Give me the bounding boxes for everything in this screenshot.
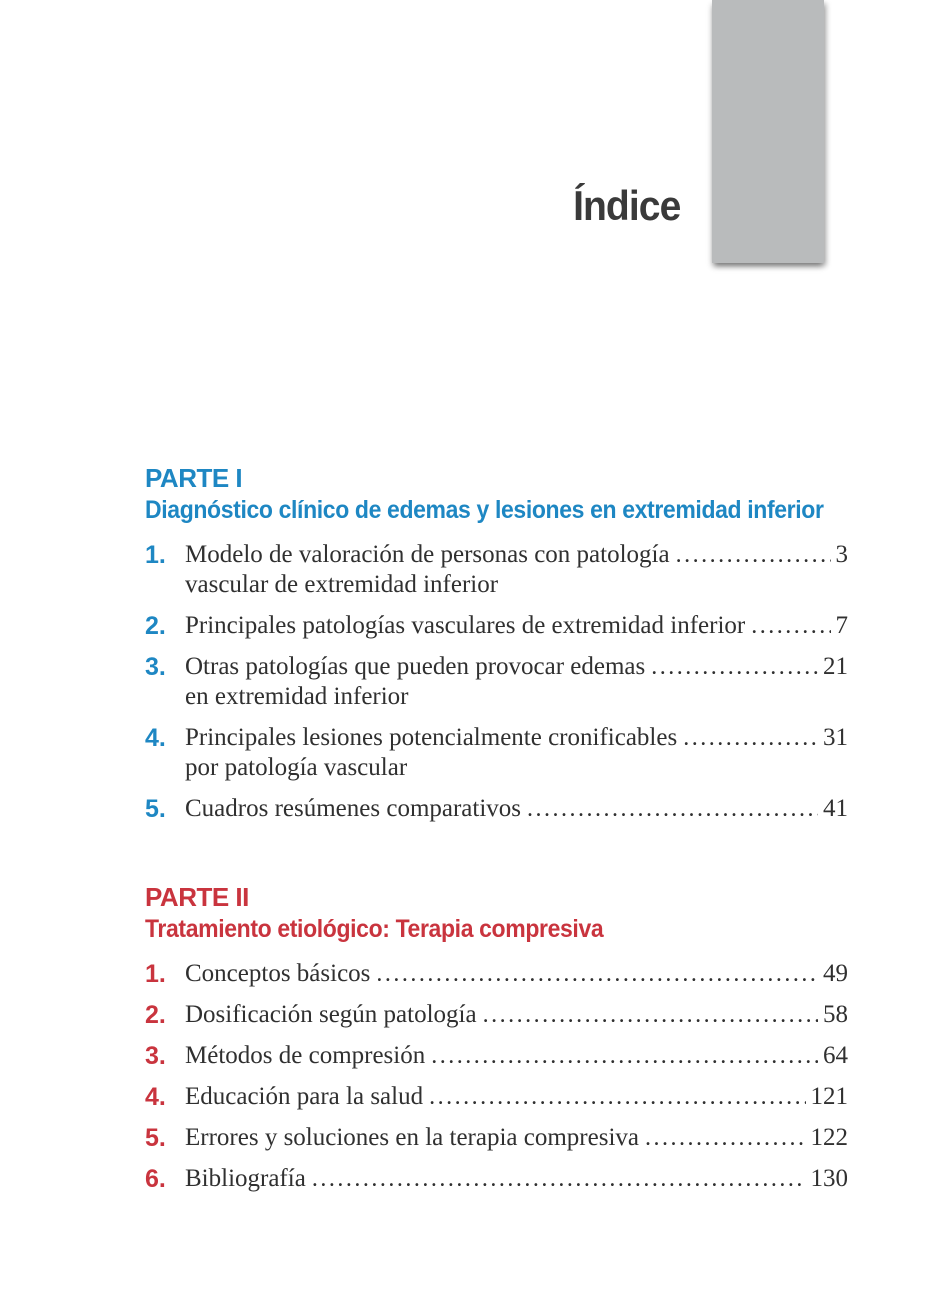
entry-page-number: 21 (823, 653, 848, 680)
dot-leader (683, 723, 818, 753)
entry-page-number: 122 (810, 1124, 848, 1151)
entry-page-number: 130 (810, 1165, 848, 1192)
dot-leader (483, 1000, 818, 1030)
toc-entry (145, 611, 848, 641)
entry-page-number: 7 (835, 612, 848, 639)
entry-number: 4. (145, 724, 166, 752)
entry-page-number: 49 (823, 960, 848, 987)
page-title: Índice (572, 182, 680, 229)
toc-entry (145, 652, 848, 712)
entry-number: 5. (145, 1124, 166, 1152)
entry-number: 2. (145, 612, 166, 640)
toc-entry (145, 794, 848, 824)
entry-page-number: 41 (823, 795, 848, 822)
entry-title: Otras patologías que pueden provocar edemas (185, 653, 646, 680)
entry-page-number: 58 (823, 1001, 848, 1028)
section-parte-1 (145, 461, 848, 824)
corner-tab (712, 0, 824, 263)
entry-title-continuation: por patología vascular (185, 754, 408, 781)
entry-number: 2. (145, 1001, 166, 1029)
entry-title: Principales lesiones potencialmente cronificables (185, 724, 678, 751)
entry-number: 6. (145, 1165, 166, 1193)
dot-leader (376, 959, 818, 989)
entry-number: 1. (145, 960, 166, 988)
toc-entry (145, 1123, 848, 1153)
entry-title: Modelo de valoración de personas con patología (185, 541, 670, 568)
entry-title: Principales patologías vasculares de extremidad inferior (185, 612, 746, 639)
dot-leader (429, 1082, 805, 1112)
entry-title-continuation: en extremidad inferior (185, 683, 409, 710)
dot-leader (645, 1123, 806, 1153)
toc-entry (145, 1082, 848, 1112)
entry-title: Dosificación según patología (185, 1001, 477, 1028)
entry-page-number: 3 (835, 541, 848, 568)
entry-number: 5. (145, 795, 166, 823)
toc-entry (145, 1164, 848, 1194)
toc-entry (145, 723, 848, 783)
table-of-contents (145, 461, 848, 1205)
entry-title: Errores y soluciones en la terapia compresiva (185, 1124, 639, 1151)
dot-leader (312, 1164, 806, 1194)
entry-number: 4. (145, 1083, 166, 1111)
dot-leader (651, 652, 818, 682)
entry-page-number: 121 (810, 1083, 848, 1110)
toc-entry (145, 1041, 848, 1071)
toc-entry (145, 1000, 848, 1030)
entry-page-number: 64 (823, 1042, 848, 1069)
entry-title: Bibliografía (185, 1165, 306, 1192)
entry-number: 3. (145, 1042, 166, 1070)
dot-leader (751, 611, 830, 641)
toc-entry (145, 540, 848, 600)
section-parte-2 (145, 880, 848, 1194)
entry-title: Educación para la salud (185, 1083, 424, 1110)
dot-leader (431, 1041, 818, 1071)
toc-entry (145, 959, 848, 989)
section-subtitle: Tratamiento etiológico: Terapia compresiva (145, 915, 604, 943)
entry-number: 3. (145, 653, 166, 681)
entry-number: 1. (145, 541, 166, 569)
section-label: PARTE II (145, 882, 249, 912)
section-label: PARTE I (145, 463, 243, 493)
entry-title: Conceptos básicos (185, 960, 371, 987)
dot-leader (676, 540, 831, 570)
section-subtitle: Diagnóstico clínico de edemas y lesiones en extremidad inferior (145, 496, 824, 524)
entry-title: Cuadros resúmenes comparativos (185, 795, 522, 822)
entry-title: Métodos de compresión (185, 1042, 426, 1069)
entry-title-continuation: vascular de extremidad inferior (185, 571, 499, 598)
entry-page-number: 31 (823, 724, 848, 751)
dot-leader (527, 794, 818, 824)
